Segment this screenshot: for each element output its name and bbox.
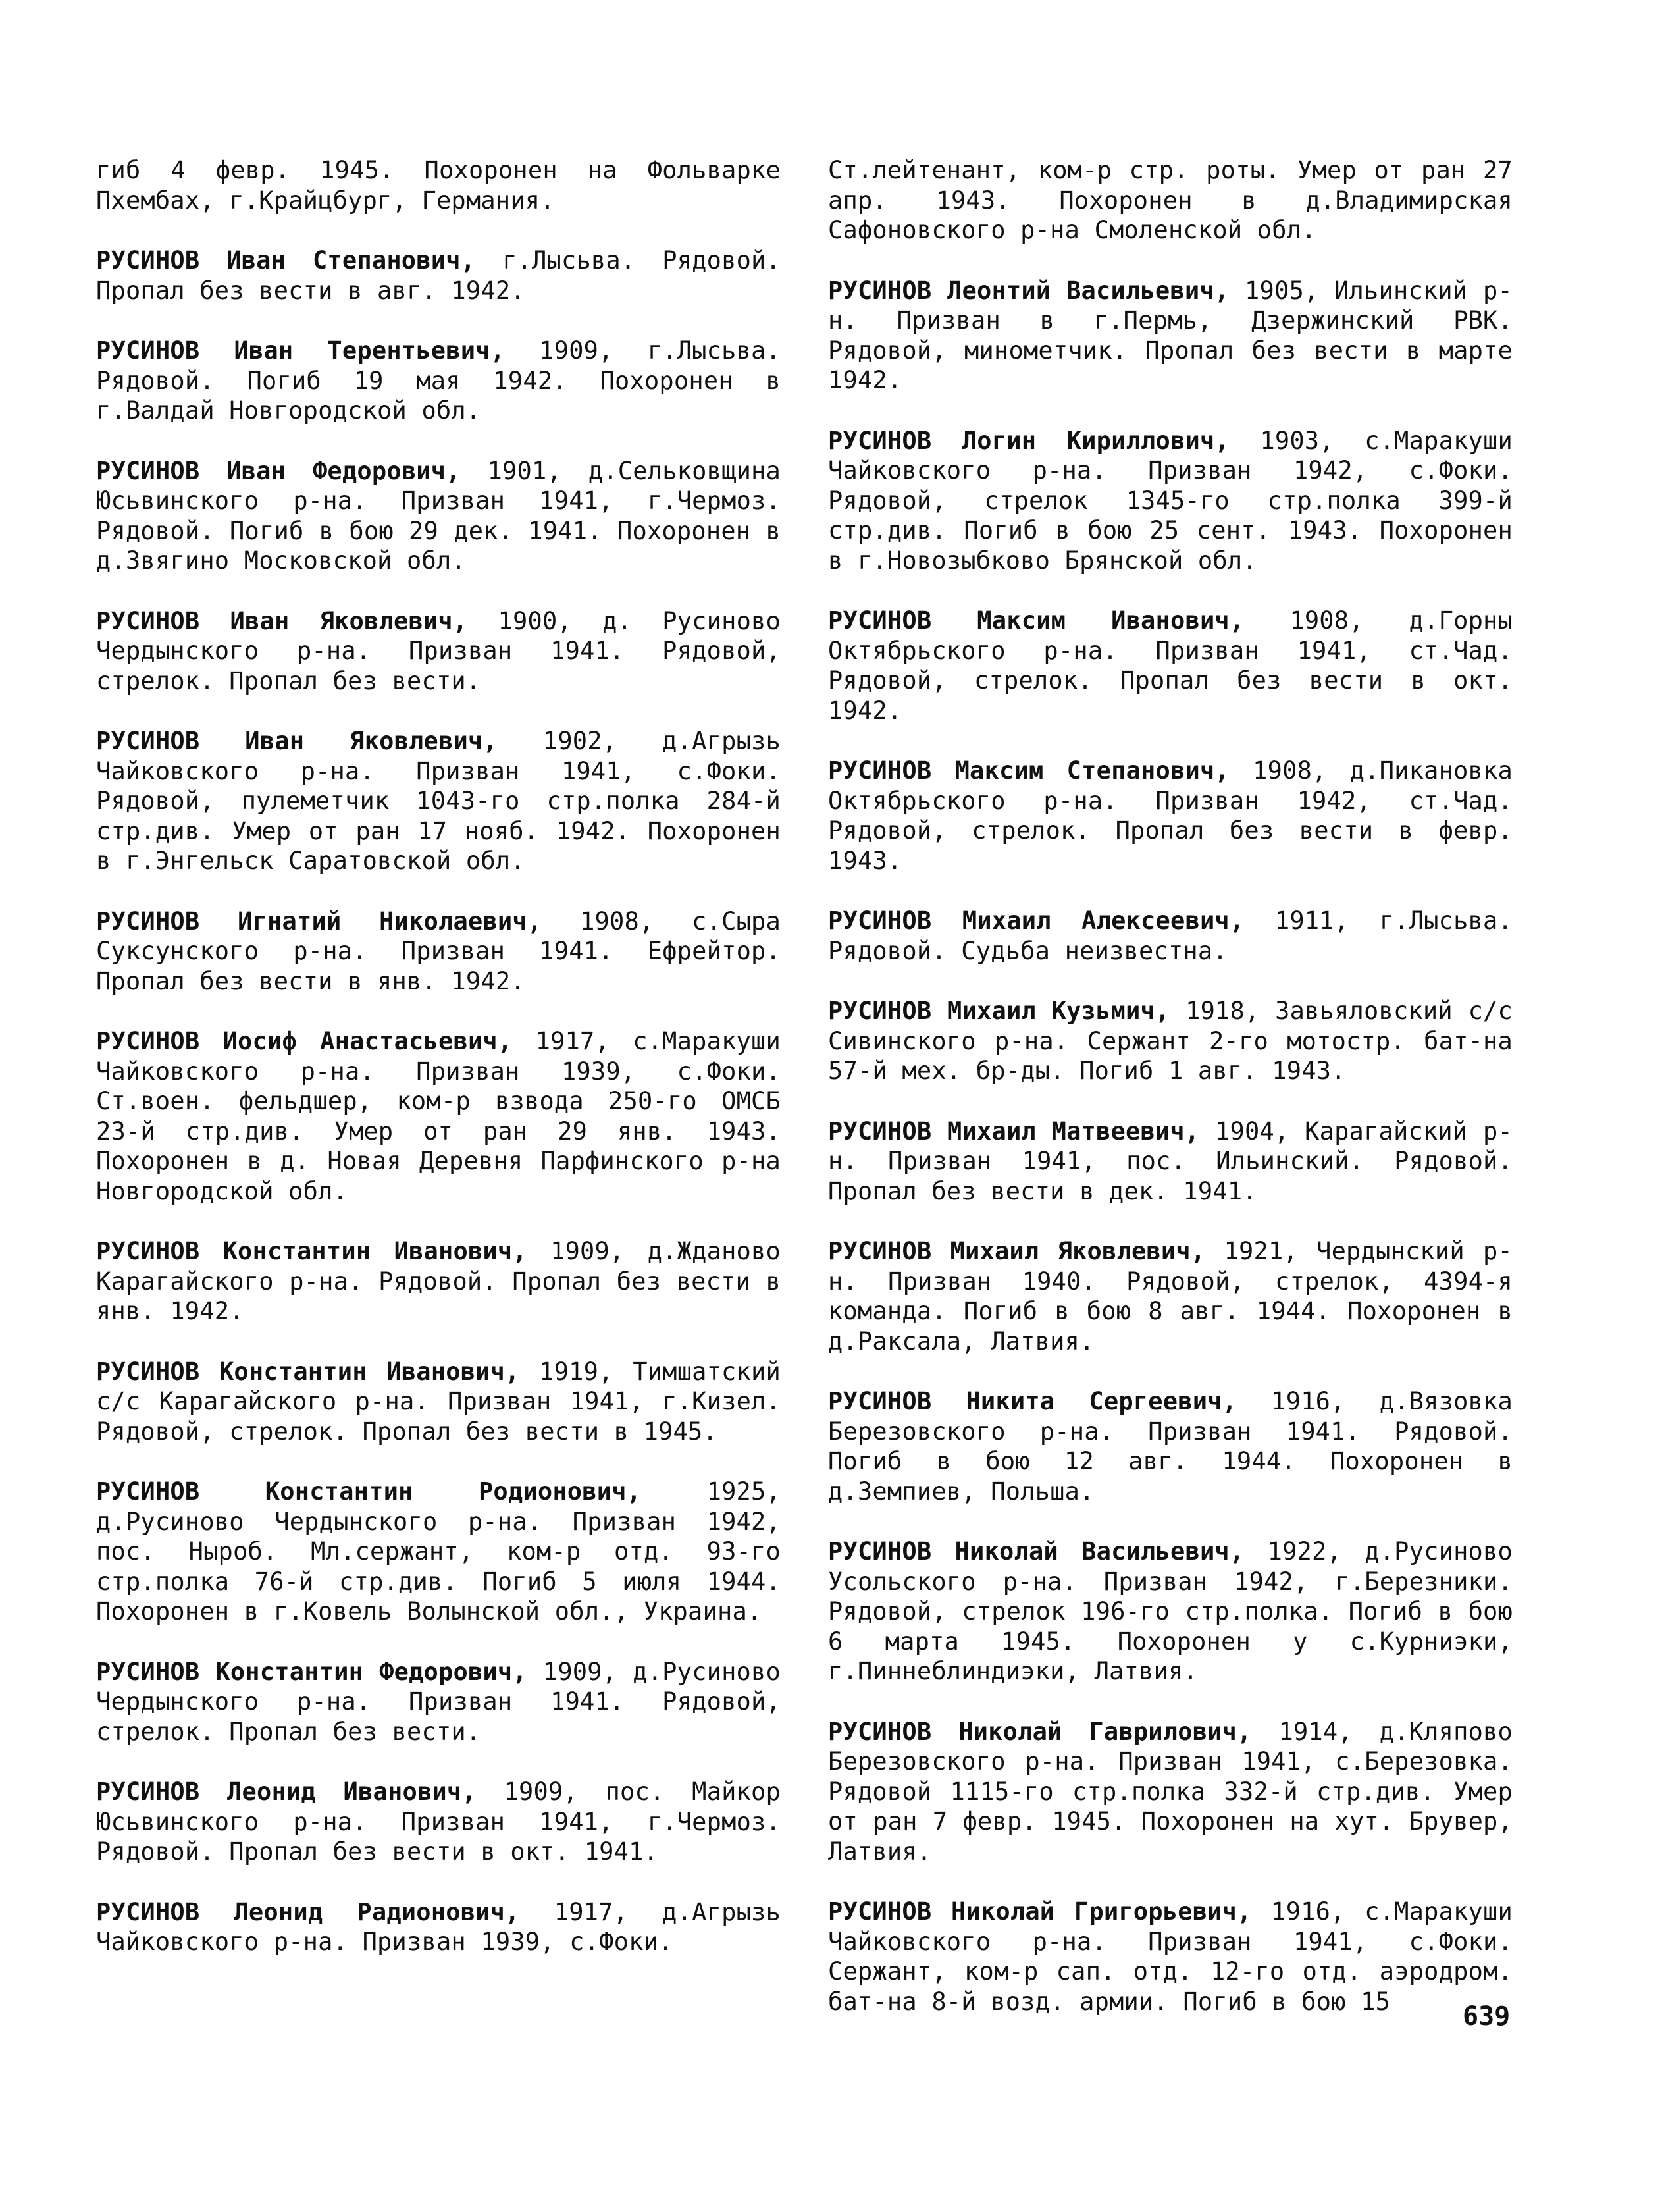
entry-given-name: Константин Родионович, xyxy=(265,1477,642,1506)
entry-text: 1904, Карагайский р-н. Призван 1941, пос. Ильинский. Рядовой. Пропал без вести в дек. 1941. xyxy=(828,1117,1513,1205)
entry xyxy=(828,1897,1513,2016)
entry-given-name: Максим Степанович, xyxy=(954,756,1230,785)
entry-text: 1909, г.Лысьва. Рядовой. Погиб 19 мая 1942. Похоронен в г.Валдай Новгородской обл. xyxy=(96,336,781,425)
entry xyxy=(96,1236,781,1327)
entry xyxy=(828,1236,1513,1356)
entry xyxy=(828,606,1513,725)
entry-given-name: Михаил Матвеевич, xyxy=(947,1117,1200,1146)
entry-given-name: Леонид Иванович, xyxy=(227,1778,477,1806)
entry xyxy=(828,426,1513,576)
entry xyxy=(96,1026,781,1206)
entry xyxy=(96,155,781,215)
entry-surname: РУСИНОВ xyxy=(96,1778,200,1806)
entry-surname: РУСИНОВ xyxy=(96,1237,200,1265)
entry-given-name: Николай Гаврилович, xyxy=(958,1717,1252,1746)
entry xyxy=(96,1897,781,1957)
entry-text: 1917, д.Агрызь Чайковского р-на. Призван 1939, с.Фоки. xyxy=(96,1897,781,1956)
entry-given-name: Игнатий Николаевич, xyxy=(238,907,542,935)
entry-given-name: Иосиф Анастасьевич, xyxy=(222,1027,513,1055)
entry xyxy=(96,1477,781,1627)
entry-given-name: Николай Васильевич, xyxy=(954,1537,1245,1566)
entry-surname: РУСИНОВ xyxy=(96,606,200,635)
entry-given-name: Иван Федорович, xyxy=(226,456,461,485)
entry-text: 1902, д.Агрызь Чайковского р-на. Призван 1941, с.Фоки. Рядовой, пулеметчик 1043-го стр.полка 284-й стр.див. Умер от ран 17 нояб. 1942. Похоронен в г.Энгельск Саратовской обл. xyxy=(96,727,781,875)
entry-given-name: Логин Кириллович, xyxy=(962,426,1230,455)
entry-given-name: Иван Терентьевич, xyxy=(234,336,506,365)
entry xyxy=(96,1657,781,1747)
entry xyxy=(828,1386,1513,1506)
entry-surname: РУСИНОВ xyxy=(96,336,200,365)
entry xyxy=(96,336,781,426)
entry-text: 1909, пос. Майкор Юсьвинского р-на. Призван 1941, г.Чермоз. Рядовой. Пропал без вести в окт. 1941. xyxy=(96,1778,781,1866)
left-column xyxy=(96,155,781,1988)
entry-surname: РУСИНОВ xyxy=(96,1657,200,1686)
entry xyxy=(828,906,1513,966)
page-number: 639 xyxy=(1463,2001,1511,2032)
entry-given-name: Константин Федорович, xyxy=(215,1657,527,1686)
entry xyxy=(96,907,781,997)
entry-surname: РУСИНОВ xyxy=(828,907,932,935)
entry-surname: РУСИНОВ xyxy=(96,1357,200,1386)
entry-surname: РУСИНОВ xyxy=(96,1477,200,1506)
entry-text: Ст.лейтенант, ком-р стр. роты. Умер от ран 27 апр. 1943. Похоронен в д.Владимирская Сафоновского р-на Смоленской обл. xyxy=(828,156,1513,244)
entry xyxy=(96,1357,781,1447)
entry-surname: РУСИНОВ xyxy=(828,997,932,1025)
entry-text: 1911, г.Лысьва. Рядовой. Судьба неизвестна. xyxy=(828,907,1513,965)
entry-surname: РУСИНОВ xyxy=(828,756,932,785)
entry-given-name: Николай Григорьевич, xyxy=(950,1897,1252,1926)
entry-text: 1914, д.Кляпово Березовского р-на. Призван 1941, с.Березовка. Рядовой 1115-го стр.полка 332-й стр.див. Умер от ран 7 февр. 1945. Похоронен на хут. Брувер, Латвия. xyxy=(828,1717,1513,1866)
entry xyxy=(828,155,1513,246)
entry-text: 1909, д.Жданово Карагайского р-на. Рядовой. Пропал без вести в янв. 1942. xyxy=(96,1237,781,1325)
entry-given-name: Максим Иванович, xyxy=(977,606,1245,635)
entry xyxy=(96,246,781,305)
entry-surname: РУСИНОВ xyxy=(828,606,932,635)
entry-text: 1903, с.Маракуши Чайковского р-на. Призван 1942, с.Фоки. Рядовой, стрелок 1345-го стр.полка 399-й стр.див. Погиб в бою 25 сент. 1943. Похоронен в г.Новозыбково Брянской обл. xyxy=(828,426,1513,575)
entry-text: 1916, с.Маракуши Чайковского р-на. Призван 1941, с.Фоки. Сержант, ком-р сап. отд. 12-го отд. аэродром. бат-на 8-й возд. армии. Погиб в бою 15 xyxy=(828,1897,1513,2016)
entry-surname: РУСИНОВ xyxy=(828,1897,932,1926)
entry-surname: РУСИНОВ xyxy=(828,1537,932,1566)
entry-text: 1917, с.Маракуши Чайковского р-на. Призван 1939, с.Фоки. Ст.воен. фельдшер, ком-р взвода 250-го ОМСБ 23-й стр.див. Умер от ран 29 янв. 1943. Похоронен в д. Новая Деревня Парфинского р-на Новгородской обл. xyxy=(96,1027,781,1205)
entry-surname: РУСИНОВ xyxy=(828,1117,932,1146)
entry-given-name: Никита Сергеевич, xyxy=(966,1387,1237,1415)
entry-text: 1908, с.Сыра Суксунского р-на. Призван 1941. Ефрейтор. Пропал без вести в янв. 1942. xyxy=(96,907,781,995)
entry xyxy=(828,1717,1513,1867)
entry-text: гиб 4 февр. 1945. Похоронен на Фольварке Пхембах, г.Крайцбург, Германия. xyxy=(96,156,781,215)
entry xyxy=(828,1537,1513,1687)
entry-text: г.Лысьва. Рядовой. Пропал без вести в авг. 1942. xyxy=(96,246,781,305)
entry-text: 1918, Завьяловский с/с Сивинского р-на. Сержант 2-го мотостр. бат-на 57-й мех. бр-ды. Погиб 1 авг. 1943. xyxy=(828,997,1513,1085)
entry xyxy=(96,606,781,697)
right-column xyxy=(828,155,1513,2047)
entry-text: 1925, д.Русиново Чердынского р-на. Призван 1942, пос. Ныроб. Мл.сержант, ком-р отд. 93-го стр.полка 76-й стр.див. Погиб 5 июля 1944. Похоронен в г.Ковель Волынской обл., Украина. xyxy=(96,1477,781,1625)
entry-surname: РУСИНОВ xyxy=(828,276,932,305)
entry-text: 1909, д.Русиново Чердынского р-на. Призван 1941. Рядовой, стрелок. Пропал без вести. xyxy=(96,1657,781,1746)
entry-surname: РУСИНОВ xyxy=(96,456,200,485)
entry-surname: РУСИНОВ xyxy=(828,1717,932,1746)
entry-surname: РУСИНОВ xyxy=(828,1387,932,1415)
entry-surname: РУСИНОВ xyxy=(96,907,200,935)
entry-text: 1901, д.Сельковщина Юсьвинского р-на. Призван 1941, г.Чермоз. Рядовой. Погиб в бою 29 дек. 1941. Похоронен в д.Звягино Московской обл. xyxy=(96,456,781,575)
entry-surname: РУСИНОВ xyxy=(96,246,200,275)
entry-surname: РУСИНОВ xyxy=(828,426,932,455)
entry-given-name: Михаил Алексеевич, xyxy=(962,907,1245,935)
entry xyxy=(828,996,1513,1086)
entry-given-name: Иван Степанович, xyxy=(226,246,476,275)
entry-surname: РУСИНОВ xyxy=(828,1237,932,1265)
entry xyxy=(96,456,781,576)
entry-surname: РУСИНОВ xyxy=(96,1897,200,1926)
entry-text: 1900, д. Русиново Чердынского р-на. Призван 1941. Рядовой, стрелок. Пропал без вести. xyxy=(96,606,781,695)
entry xyxy=(96,726,781,876)
entry-given-name: Константин Иванович, xyxy=(222,1237,527,1265)
entry-surname: РУСИНОВ xyxy=(96,1027,200,1055)
entry xyxy=(96,1777,781,1867)
entry-surname: РУСИНОВ xyxy=(96,727,200,755)
entry xyxy=(828,756,1513,876)
entry-given-name: Леонтий Васильевич, xyxy=(947,276,1230,305)
entry-text: 1905, Ильинский р-н. Призван в г.Пермь, Дзержинский РВК. Рядовой, минометчик. Пропал без вести в марте 1942. xyxy=(828,276,1513,394)
entry-given-name: Константин Иванович, xyxy=(219,1357,520,1386)
entry-text: 1908, д.Пикановка Октябрьского р-на. Призван 1942, ст.Чад. Рядовой, стрелок. Пропал без вести в февр. 1943. xyxy=(828,756,1513,875)
entry xyxy=(828,276,1513,396)
entry-text: 1908, д.Горны Октябрьского р-на. Призван 1941, ст.Чад. Рядовой, стрелок. Пропал без вести в окт. 1942. xyxy=(828,606,1513,725)
entry-text: 1919, Тимшатский с/с Карагайского р-на. Призван 1941, г.Кизел. Рядовой, стрелок. Пропал без вести в 1945. xyxy=(96,1357,781,1446)
entry-text: 1916, д.Вязовка Березовского р-на. Призван 1941. Рядовой. Погиб в бою 12 авг. 1944. Похоронен в д.Земпиев, Польша. xyxy=(828,1387,1513,1506)
entry-given-name: Иван Яковлевич, xyxy=(230,606,468,635)
entry-given-name: Михаил Кузьмич, xyxy=(947,997,1170,1025)
entry-given-name: Леонид Радионович, xyxy=(234,1897,520,1926)
entry xyxy=(828,1117,1513,1207)
entry-text: 1922, д.Русиново Усольского р-на. Призван 1942, г.Березники. Рядовой, стрелок 196-го стр.полка. Погиб в бою 6 марта 1945. Похоронен у с.Курниэки, г.Пиннеблиндиэки, Латвия. xyxy=(828,1537,1513,1685)
entry-given-name: Михаил Яковлевич, xyxy=(950,1237,1206,1265)
entry-text: 1921, Чердынский р-н. Призван 1940. Рядовой, стрелок, 4394-я команда. Погиб в бою 8 авг. 1944. Похоронен в д.Раксала, Латвия. xyxy=(828,1237,1513,1356)
entry-given-name: Иван Яковлевич, xyxy=(245,727,498,755)
